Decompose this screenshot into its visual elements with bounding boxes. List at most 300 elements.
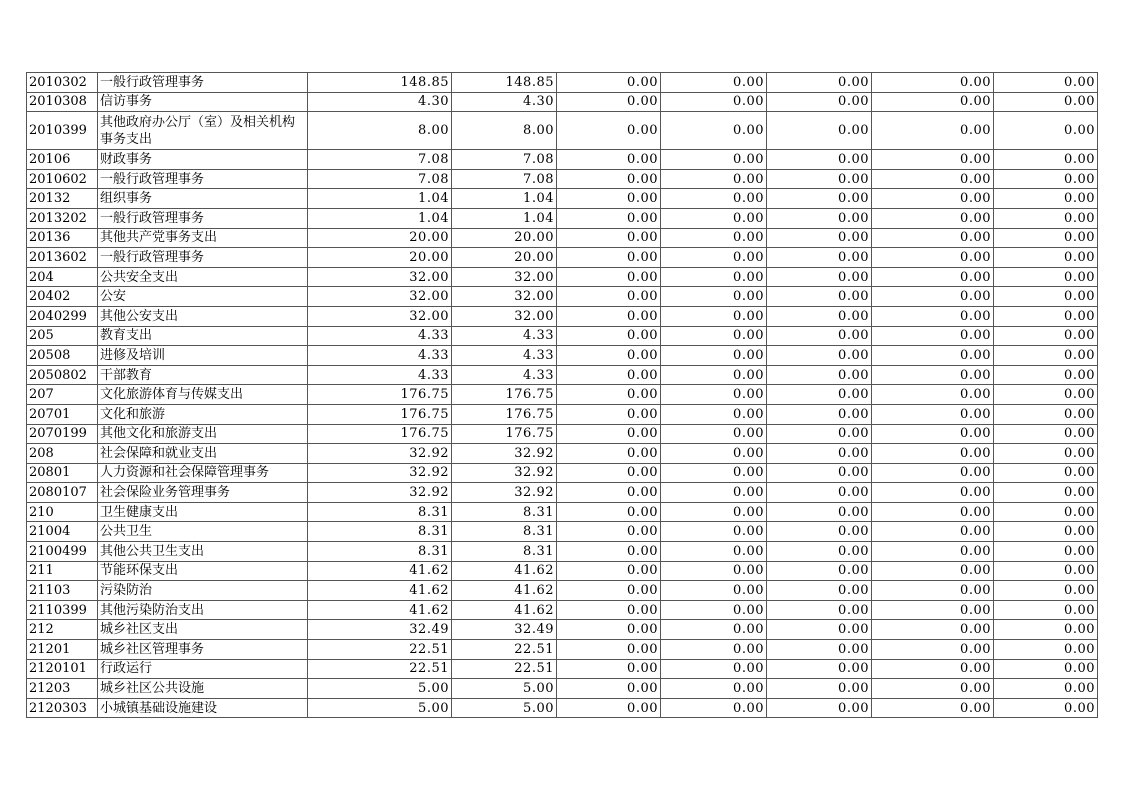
amount-cell: 7.08 bbox=[452, 169, 557, 189]
amount-cell: 0.00 bbox=[661, 522, 767, 542]
amount-cell: 0.00 bbox=[872, 346, 994, 366]
table-row bbox=[27, 365, 1098, 385]
amount-cell: 41.62 bbox=[308, 581, 452, 601]
amount-cell: 0.00 bbox=[661, 169, 767, 189]
subject-name-cell: 其他污染防治支出 bbox=[98, 600, 308, 620]
table-row bbox=[27, 620, 1098, 640]
amount-cell: 0.00 bbox=[994, 189, 1098, 209]
amount-cell: 0.00 bbox=[994, 600, 1098, 620]
amount-cell: 1.04 bbox=[452, 189, 557, 209]
subject-code-cell: 20106 bbox=[27, 150, 98, 170]
subject-code-cell: 20701 bbox=[27, 404, 98, 424]
amount-cell: 176.75 bbox=[452, 385, 557, 405]
amount-cell: 0.00 bbox=[872, 365, 994, 385]
subject-code-cell: 21201 bbox=[27, 640, 98, 660]
amount-cell: 0.00 bbox=[994, 561, 1098, 581]
subject-name-cell: 人力资源和社会保障管理事务 bbox=[98, 463, 308, 483]
amount-cell: 32.92 bbox=[308, 483, 452, 503]
amount-cell: 0.00 bbox=[872, 404, 994, 424]
amount-cell: 0.00 bbox=[767, 444, 872, 464]
amount-cell: 20.00 bbox=[308, 228, 452, 248]
amount-cell: 0.00 bbox=[557, 73, 661, 93]
table-row bbox=[27, 169, 1098, 189]
amount-cell: 0.00 bbox=[557, 287, 661, 307]
amount-cell: 0.00 bbox=[994, 463, 1098, 483]
amount-cell: 4.33 bbox=[308, 346, 452, 366]
amount-cell: 32.00 bbox=[452, 306, 557, 326]
amount-cell: 0.00 bbox=[661, 346, 767, 366]
amount-cell: 8.00 bbox=[308, 112, 452, 150]
amount-cell: 0.00 bbox=[557, 365, 661, 385]
subject-name-cell: 节能环保支出 bbox=[98, 561, 308, 581]
subject-name-cell: 其他公安支出 bbox=[98, 306, 308, 326]
table-row bbox=[27, 600, 1098, 620]
amount-cell: 0.00 bbox=[767, 542, 872, 562]
table-row bbox=[27, 287, 1098, 307]
amount-cell: 4.33 bbox=[452, 346, 557, 366]
amount-cell: 7.08 bbox=[308, 169, 452, 189]
amount-cell: 0.00 bbox=[872, 287, 994, 307]
amount-cell: 0.00 bbox=[872, 463, 994, 483]
amount-cell: 148.85 bbox=[308, 73, 452, 93]
amount-cell: 4.30 bbox=[452, 92, 557, 112]
subject-name-cell: 城乡社区支出 bbox=[98, 620, 308, 640]
amount-cell: 0.00 bbox=[661, 189, 767, 209]
amount-cell: 0.00 bbox=[994, 620, 1098, 640]
amount-cell: 0.00 bbox=[661, 659, 767, 679]
amount-cell: 0.00 bbox=[872, 424, 994, 444]
amount-cell: 4.33 bbox=[452, 365, 557, 385]
subject-code-cell: 2010602 bbox=[27, 169, 98, 189]
subject-code-cell: 2040299 bbox=[27, 306, 98, 326]
amount-cell: 0.00 bbox=[557, 189, 661, 209]
amount-cell: 41.62 bbox=[308, 561, 452, 581]
amount-cell: 0.00 bbox=[557, 306, 661, 326]
subject-name-cell: 卫生健康支出 bbox=[98, 502, 308, 522]
amount-cell: 0.00 bbox=[872, 306, 994, 326]
amount-cell: 0.00 bbox=[994, 679, 1098, 699]
amount-cell: 8.31 bbox=[308, 542, 452, 562]
amount-cell: 176.75 bbox=[452, 424, 557, 444]
amount-cell: 0.00 bbox=[767, 522, 872, 542]
subject-code-cell: 212 bbox=[27, 620, 98, 640]
amount-cell: 0.00 bbox=[872, 640, 994, 660]
amount-cell: 0.00 bbox=[994, 73, 1098, 93]
amount-cell: 0.00 bbox=[767, 150, 872, 170]
subject-name-cell: 其他政府办公厅（室）及相关机构事务支出 bbox=[98, 112, 308, 150]
amount-cell: 0.00 bbox=[994, 346, 1098, 366]
subject-name-cell: 一般行政管理事务 bbox=[98, 208, 308, 228]
subject-name-cell: 进修及培训 bbox=[98, 346, 308, 366]
subject-code-cell: 21004 bbox=[27, 522, 98, 542]
subject-name-cell: 其他文化和旅游支出 bbox=[98, 424, 308, 444]
amount-cell: 0.00 bbox=[661, 483, 767, 503]
amount-cell: 0.00 bbox=[661, 640, 767, 660]
amount-cell: 0.00 bbox=[872, 248, 994, 268]
amount-cell: 0.00 bbox=[994, 287, 1098, 307]
subject-code-cell: 2013602 bbox=[27, 248, 98, 268]
table-row bbox=[27, 502, 1098, 522]
subject-name-cell: 社会保险业务管理事务 bbox=[98, 483, 308, 503]
subject-code-cell: 20801 bbox=[27, 463, 98, 483]
amount-cell: 0.00 bbox=[557, 424, 661, 444]
amount-cell: 22.51 bbox=[452, 659, 557, 679]
amount-cell: 0.00 bbox=[767, 659, 872, 679]
amount-cell: 8.31 bbox=[452, 542, 557, 562]
table-row bbox=[27, 698, 1098, 718]
amount-cell: 0.00 bbox=[557, 326, 661, 346]
amount-cell: 176.75 bbox=[308, 404, 452, 424]
amount-cell: 4.30 bbox=[308, 92, 452, 112]
amount-cell: 8.31 bbox=[452, 502, 557, 522]
amount-cell: 0.00 bbox=[872, 483, 994, 503]
amount-cell: 0.00 bbox=[994, 424, 1098, 444]
subject-name-cell: 教育支出 bbox=[98, 326, 308, 346]
amount-cell: 0.00 bbox=[557, 346, 661, 366]
amount-cell: 0.00 bbox=[872, 112, 994, 150]
amount-cell: 0.00 bbox=[872, 169, 994, 189]
amount-cell: 41.62 bbox=[452, 561, 557, 581]
amount-cell: 0.00 bbox=[767, 169, 872, 189]
amount-cell: 7.08 bbox=[308, 150, 452, 170]
subject-name-cell: 一般行政管理事务 bbox=[98, 169, 308, 189]
table-row bbox=[27, 561, 1098, 581]
subject-code-cell: 2070199 bbox=[27, 424, 98, 444]
amount-cell: 20.00 bbox=[452, 248, 557, 268]
amount-cell: 0.00 bbox=[557, 522, 661, 542]
subject-name-cell: 城乡社区公共设施 bbox=[98, 679, 308, 699]
amount-cell: 0.00 bbox=[661, 112, 767, 150]
table-row bbox=[27, 92, 1098, 112]
amount-cell: 0.00 bbox=[557, 483, 661, 503]
table-row bbox=[27, 679, 1098, 699]
amount-cell: 0.00 bbox=[872, 620, 994, 640]
amount-cell: 0.00 bbox=[994, 112, 1098, 150]
amount-cell: 0.00 bbox=[557, 169, 661, 189]
amount-cell: 0.00 bbox=[872, 267, 994, 287]
amount-cell: 0.00 bbox=[994, 169, 1098, 189]
amount-cell: 0.00 bbox=[557, 92, 661, 112]
amount-cell: 0.00 bbox=[557, 404, 661, 424]
amount-cell: 0.00 bbox=[872, 228, 994, 248]
amount-cell: 0.00 bbox=[767, 404, 872, 424]
table-row bbox=[27, 306, 1098, 326]
amount-cell: 0.00 bbox=[994, 150, 1098, 170]
subject-code-cell: 2100499 bbox=[27, 542, 98, 562]
amount-cell: 0.00 bbox=[872, 92, 994, 112]
amount-cell: 32.00 bbox=[452, 287, 557, 307]
amount-cell: 0.00 bbox=[767, 306, 872, 326]
amount-cell: 0.00 bbox=[767, 287, 872, 307]
amount-cell: 0.00 bbox=[994, 522, 1098, 542]
amount-cell: 0.00 bbox=[872, 581, 994, 601]
subject-code-cell: 2010308 bbox=[27, 92, 98, 112]
amount-cell: 0.00 bbox=[661, 424, 767, 444]
amount-cell: 0.00 bbox=[872, 73, 994, 93]
subject-code-cell: 205 bbox=[27, 326, 98, 346]
amount-cell: 0.00 bbox=[767, 698, 872, 718]
amount-cell: 0.00 bbox=[872, 502, 994, 522]
amount-cell: 32.00 bbox=[308, 306, 452, 326]
subject-code-cell: 21103 bbox=[27, 581, 98, 601]
amount-cell: 1.04 bbox=[308, 208, 452, 228]
subject-code-cell: 207 bbox=[27, 385, 98, 405]
amount-cell: 0.00 bbox=[661, 404, 767, 424]
table-row bbox=[27, 326, 1098, 346]
amount-cell: 0.00 bbox=[661, 92, 767, 112]
amount-cell: 0.00 bbox=[557, 385, 661, 405]
amount-cell: 32.92 bbox=[452, 463, 557, 483]
amount-cell: 0.00 bbox=[661, 326, 767, 346]
amount-cell: 8.31 bbox=[452, 522, 557, 542]
amount-cell: 0.00 bbox=[661, 620, 767, 640]
amount-cell: 0.00 bbox=[872, 659, 994, 679]
amount-cell: 0.00 bbox=[767, 424, 872, 444]
amount-cell: 0.00 bbox=[661, 385, 767, 405]
amount-cell: 0.00 bbox=[661, 542, 767, 562]
amount-cell: 32.00 bbox=[452, 267, 557, 287]
amount-cell: 0.00 bbox=[994, 404, 1098, 424]
amount-cell: 0.00 bbox=[661, 698, 767, 718]
table-row bbox=[27, 189, 1098, 209]
amount-cell: 32.00 bbox=[308, 267, 452, 287]
table-body bbox=[27, 73, 1098, 718]
amount-cell: 0.00 bbox=[767, 640, 872, 660]
subject-name-cell: 小城镇基础设施建设 bbox=[98, 698, 308, 718]
amount-cell: 7.08 bbox=[452, 150, 557, 170]
amount-cell: 20.00 bbox=[452, 228, 557, 248]
amount-cell: 0.00 bbox=[557, 620, 661, 640]
amount-cell: 0.00 bbox=[767, 385, 872, 405]
amount-cell: 0.00 bbox=[557, 267, 661, 287]
subject-code-cell: 2120303 bbox=[27, 698, 98, 718]
subject-name-cell: 组织事务 bbox=[98, 189, 308, 209]
amount-cell: 0.00 bbox=[557, 679, 661, 699]
amount-cell: 176.75 bbox=[452, 404, 557, 424]
amount-cell: 0.00 bbox=[557, 150, 661, 170]
subject-name-cell: 社会保障和就业支出 bbox=[98, 444, 308, 464]
subject-code-cell: 208 bbox=[27, 444, 98, 464]
table-row bbox=[27, 112, 1098, 150]
amount-cell: 0.00 bbox=[872, 208, 994, 228]
amount-cell: 32.92 bbox=[452, 483, 557, 503]
amount-cell: 0.00 bbox=[994, 248, 1098, 268]
amount-cell: 0.00 bbox=[557, 463, 661, 483]
table-row bbox=[27, 522, 1098, 542]
subject-code-cell: 20508 bbox=[27, 346, 98, 366]
subject-name-cell: 污染防治 bbox=[98, 581, 308, 601]
subject-code-cell: 2010302 bbox=[27, 73, 98, 93]
amount-cell: 0.00 bbox=[661, 561, 767, 581]
amount-cell: 0.00 bbox=[994, 542, 1098, 562]
subject-name-cell: 其他共产党事务支出 bbox=[98, 228, 308, 248]
subject-code-cell: 21203 bbox=[27, 679, 98, 699]
amount-cell: 0.00 bbox=[767, 92, 872, 112]
amount-cell: 0.00 bbox=[557, 600, 661, 620]
amount-cell: 0.00 bbox=[557, 581, 661, 601]
amount-cell: 32.92 bbox=[308, 463, 452, 483]
amount-cell: 0.00 bbox=[767, 112, 872, 150]
amount-cell: 0.00 bbox=[661, 208, 767, 228]
subject-code-cell: 2050802 bbox=[27, 365, 98, 385]
amount-cell: 0.00 bbox=[767, 326, 872, 346]
amount-cell: 32.49 bbox=[308, 620, 452, 640]
table-row bbox=[27, 248, 1098, 268]
amount-cell: 0.00 bbox=[872, 522, 994, 542]
amount-cell: 0.00 bbox=[557, 502, 661, 522]
amount-cell: 0.00 bbox=[994, 267, 1098, 287]
amount-cell: 0.00 bbox=[767, 463, 872, 483]
amount-cell: 0.00 bbox=[767, 208, 872, 228]
subject-name-cell: 财政事务 bbox=[98, 150, 308, 170]
amount-cell: 0.00 bbox=[994, 698, 1098, 718]
amount-cell: 5.00 bbox=[452, 679, 557, 699]
subject-name-cell: 文化和旅游 bbox=[98, 404, 308, 424]
subject-name-cell: 其他公共卫生支出 bbox=[98, 542, 308, 562]
table-row bbox=[27, 404, 1098, 424]
amount-cell: 22.51 bbox=[308, 640, 452, 660]
amount-cell: 0.00 bbox=[872, 600, 994, 620]
amount-cell: 0.00 bbox=[994, 483, 1098, 503]
amount-cell: 0.00 bbox=[557, 561, 661, 581]
subject-name-cell: 城乡社区管理事务 bbox=[98, 640, 308, 660]
amount-cell: 0.00 bbox=[767, 483, 872, 503]
amount-cell: 0.00 bbox=[767, 248, 872, 268]
amount-cell: 0.00 bbox=[661, 463, 767, 483]
subject-name-cell: 公共卫生 bbox=[98, 522, 308, 542]
table-row bbox=[27, 542, 1098, 562]
amount-cell: 0.00 bbox=[994, 326, 1098, 346]
amount-cell: 148.85 bbox=[452, 73, 557, 93]
amount-cell: 32.92 bbox=[452, 444, 557, 464]
amount-cell: 22.51 bbox=[452, 640, 557, 660]
subject-code-cell: 2080107 bbox=[27, 483, 98, 503]
table-row bbox=[27, 424, 1098, 444]
table-row bbox=[27, 483, 1098, 503]
amount-cell: 22.51 bbox=[308, 659, 452, 679]
subject-name-cell: 一般行政管理事务 bbox=[98, 73, 308, 93]
amount-cell: 0.00 bbox=[661, 679, 767, 699]
amount-cell: 0.00 bbox=[872, 385, 994, 405]
amount-cell: 0.00 bbox=[557, 542, 661, 562]
amount-cell: 4.33 bbox=[452, 326, 557, 346]
subject-code-cell: 20402 bbox=[27, 287, 98, 307]
amount-cell: 32.00 bbox=[308, 287, 452, 307]
amount-cell: 0.00 bbox=[557, 698, 661, 718]
subject-name-cell: 文化旅游体育与传媒支出 bbox=[98, 385, 308, 405]
amount-cell: 8.31 bbox=[308, 502, 452, 522]
amount-cell: 0.00 bbox=[661, 73, 767, 93]
table-row bbox=[27, 208, 1098, 228]
amount-cell: 0.00 bbox=[661, 150, 767, 170]
amount-cell: 0.00 bbox=[661, 287, 767, 307]
amount-cell: 0.00 bbox=[557, 640, 661, 660]
budget-expenditure-table bbox=[26, 72, 1098, 718]
subject-name-cell: 一般行政管理事务 bbox=[98, 248, 308, 268]
amount-cell: 0.00 bbox=[767, 73, 872, 93]
amount-cell: 0.00 bbox=[767, 502, 872, 522]
amount-cell: 0.00 bbox=[661, 267, 767, 287]
table-row bbox=[27, 463, 1098, 483]
amount-cell: 0.00 bbox=[994, 228, 1098, 248]
table-row bbox=[27, 73, 1098, 93]
amount-cell: 0.00 bbox=[872, 326, 994, 346]
amount-cell: 0.00 bbox=[994, 444, 1098, 464]
amount-cell: 176.75 bbox=[308, 424, 452, 444]
amount-cell: 32.92 bbox=[308, 444, 452, 464]
table-row bbox=[27, 346, 1098, 366]
amount-cell: 41.62 bbox=[452, 581, 557, 601]
amount-cell: 0.00 bbox=[557, 659, 661, 679]
amount-cell: 0.00 bbox=[872, 698, 994, 718]
amount-cell: 5.00 bbox=[452, 698, 557, 718]
table-row bbox=[27, 659, 1098, 679]
table-row bbox=[27, 581, 1098, 601]
amount-cell: 0.00 bbox=[994, 659, 1098, 679]
amount-cell: 0.00 bbox=[661, 502, 767, 522]
amount-cell: 0.00 bbox=[767, 561, 872, 581]
subject-code-cell: 2110399 bbox=[27, 600, 98, 620]
amount-cell: 0.00 bbox=[767, 346, 872, 366]
amount-cell: 0.00 bbox=[557, 228, 661, 248]
amount-cell: 4.33 bbox=[308, 365, 452, 385]
amount-cell: 0.00 bbox=[661, 600, 767, 620]
amount-cell: 4.33 bbox=[308, 326, 452, 346]
table-row bbox=[27, 640, 1098, 660]
table-row bbox=[27, 385, 1098, 405]
amount-cell: 0.00 bbox=[994, 502, 1098, 522]
amount-cell: 0.00 bbox=[661, 228, 767, 248]
amount-cell: 0.00 bbox=[557, 248, 661, 268]
amount-cell: 0.00 bbox=[994, 640, 1098, 660]
amount-cell: 0.00 bbox=[767, 228, 872, 248]
table-row bbox=[27, 150, 1098, 170]
amount-cell: 0.00 bbox=[872, 189, 994, 209]
subject-code-cell: 204 bbox=[27, 267, 98, 287]
subject-name-cell: 公共安全支出 bbox=[98, 267, 308, 287]
amount-cell: 0.00 bbox=[872, 444, 994, 464]
amount-cell: 5.00 bbox=[308, 698, 452, 718]
amount-cell: 0.00 bbox=[767, 679, 872, 699]
amount-cell: 0.00 bbox=[767, 581, 872, 601]
subject-code-cell: 2013202 bbox=[27, 208, 98, 228]
amount-cell: 0.00 bbox=[872, 561, 994, 581]
amount-cell: 0.00 bbox=[661, 444, 767, 464]
amount-cell: 8.00 bbox=[452, 112, 557, 150]
subject-name-cell: 信访事务 bbox=[98, 92, 308, 112]
amount-cell: 0.00 bbox=[994, 581, 1098, 601]
subject-code-cell: 210 bbox=[27, 502, 98, 522]
table-row bbox=[27, 228, 1098, 248]
subject-code-cell: 20136 bbox=[27, 228, 98, 248]
amount-cell: 0.00 bbox=[557, 112, 661, 150]
amount-cell: 0.00 bbox=[994, 306, 1098, 326]
amount-cell: 0.00 bbox=[872, 150, 994, 170]
table-row bbox=[27, 267, 1098, 287]
subject-name-cell: 行政运行 bbox=[98, 659, 308, 679]
amount-cell: 0.00 bbox=[994, 365, 1098, 385]
amount-cell: 0.00 bbox=[767, 189, 872, 209]
subject-code-cell: 211 bbox=[27, 561, 98, 581]
subject-name-cell: 公安 bbox=[98, 287, 308, 307]
amount-cell: 0.00 bbox=[661, 306, 767, 326]
amount-cell: 0.00 bbox=[872, 542, 994, 562]
amount-cell: 32.49 bbox=[452, 620, 557, 640]
amount-cell: 5.00 bbox=[308, 679, 452, 699]
amount-cell: 0.00 bbox=[994, 208, 1098, 228]
amount-cell: 0.00 bbox=[767, 600, 872, 620]
amount-cell: 0.00 bbox=[872, 679, 994, 699]
